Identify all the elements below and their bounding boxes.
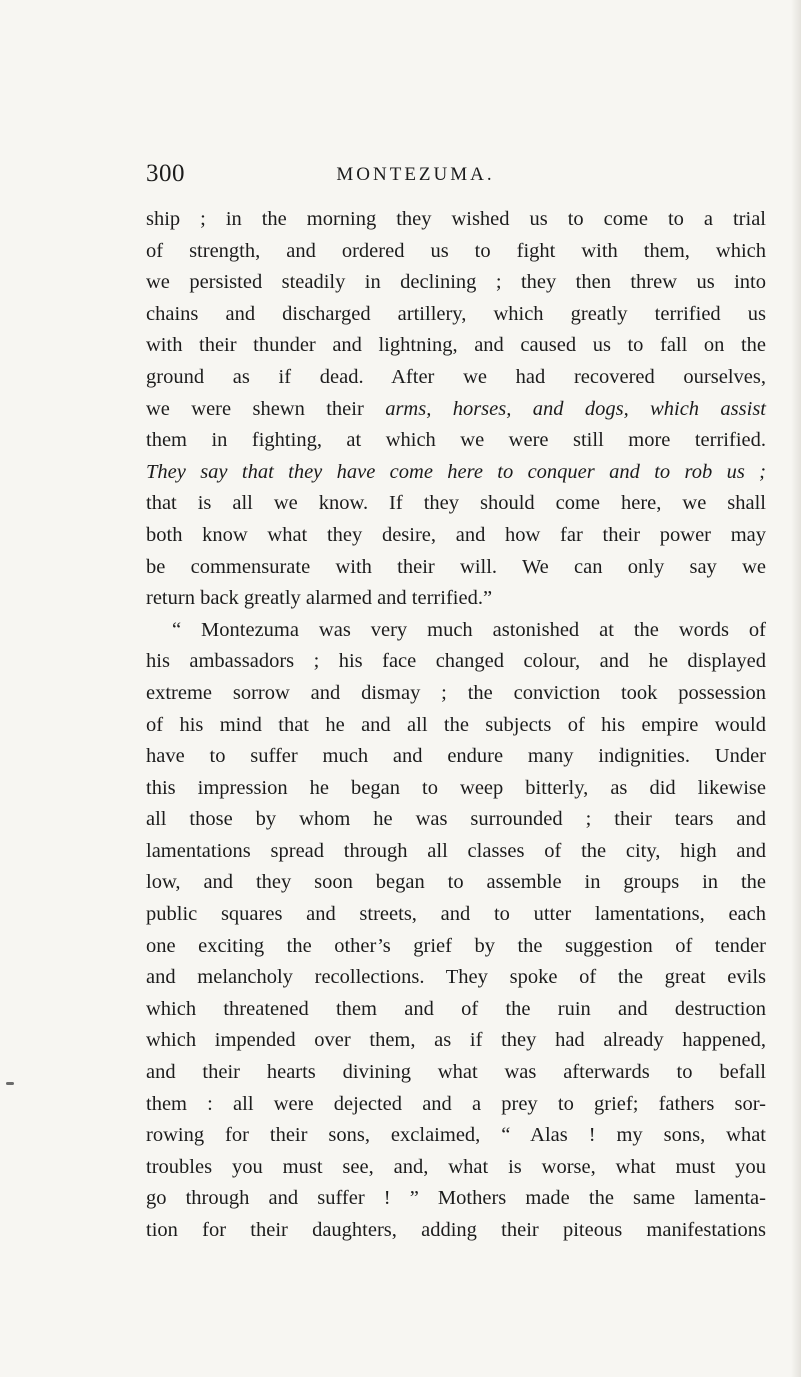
text-line xyxy=(146,204,766,236)
italic-text: They say that they have come here to conquer and to rob us ; xyxy=(146,460,766,483)
text-line xyxy=(146,962,766,994)
margin-mark xyxy=(6,1082,14,1085)
text-line xyxy=(146,1152,766,1184)
italic-text: arms, horses, and dogs, which assist xyxy=(385,397,766,420)
text-line xyxy=(146,520,766,552)
text-segment: that is all we know. If they should come here, we shall xyxy=(146,492,766,515)
text-line xyxy=(146,330,766,362)
text-segment: ship ; in the morning they wished us to come to a trial xyxy=(146,208,766,230)
text-segment: return back greatly alarmed and terrified.” xyxy=(146,587,493,610)
text-segment: all those by whom he was surrounded ; their tears and xyxy=(146,808,766,831)
text-line xyxy=(146,1215,766,1247)
text-segment: of his mind that he and all the subjects of his empire would xyxy=(146,713,766,736)
text-line xyxy=(146,236,766,268)
text-segment: and their hearts divining what was afterwards to befall xyxy=(146,1061,766,1084)
text-line xyxy=(146,1120,766,1152)
text-segment: rowing for their sons, exclaimed, “ Alas ! my sons, what xyxy=(146,1124,766,1147)
text-line xyxy=(146,1183,766,1215)
text-segment: them in fighting, at which we were still more terrified. xyxy=(146,429,766,452)
text-segment: chains and discharged artillery, which greatly terrified us xyxy=(146,302,766,325)
text-segment: tion for their daughters, adding their piteous manifestations xyxy=(146,1219,766,1241)
text-line xyxy=(146,362,766,394)
text-line xyxy=(146,773,766,805)
page-edge-shadow xyxy=(791,0,801,1377)
text-line xyxy=(146,867,766,899)
text-line xyxy=(146,741,766,773)
text-segment: one exciting the other’s grief by the suggestion of tender xyxy=(146,934,766,957)
text-segment: go through and suffer ! ” Mothers made the same lamenta- xyxy=(146,1187,766,1210)
text-segment: both know what they desire, and how far their power may xyxy=(146,523,766,546)
text-line xyxy=(146,615,766,647)
text-segment: lamentations spread through all classes of the city, high and xyxy=(146,839,766,862)
text-line xyxy=(146,678,766,710)
text-line xyxy=(146,425,766,457)
text-segment: have to suffer much and endure many indignities. Under xyxy=(146,745,766,768)
text-segment: his ambassadors ; his face changed colour, and he displayed xyxy=(146,650,766,673)
text-line xyxy=(146,646,766,678)
text-segment: troubles you must see, and, what is worse, what must you xyxy=(146,1155,766,1178)
text-line xyxy=(146,583,766,615)
text-line xyxy=(146,994,766,1026)
text-segment: of strength, and ordered us to fight with them, which xyxy=(146,239,766,262)
text-line xyxy=(146,710,766,742)
text-segment: ground as if dead. After we had recovered ourselves, xyxy=(146,365,766,388)
text-line xyxy=(146,804,766,836)
text-line xyxy=(146,267,766,299)
text-segment: them : all were dejected and a prey to grief; fathers sor- xyxy=(146,1092,766,1115)
text-segment: low, and they soon began to assemble in groups in the xyxy=(146,871,766,894)
text-line xyxy=(146,299,766,331)
text-line xyxy=(146,394,766,426)
text-line xyxy=(146,836,766,868)
text-segment: this impression he began to weep bitterly, as did likewise xyxy=(146,776,766,799)
text-segment: which impended over them, as if they had already happened, xyxy=(146,1029,766,1052)
text-line xyxy=(146,488,766,520)
text-segment: extreme sorrow and dismay ; the conviction took possession xyxy=(146,681,766,704)
text-segment: public squares and streets, and to utter lamentations, each xyxy=(146,903,766,926)
text-line xyxy=(146,931,766,963)
text-segment: and melancholy recollections. They spoke of the great evils xyxy=(146,966,766,989)
text-segment: we persisted steadily in declining ; they then threw us into xyxy=(146,271,766,294)
text-line xyxy=(146,457,766,489)
text-segment: with their thunder and lightning, and caused us to fall on the xyxy=(146,334,766,357)
running-head: MONTEZUMA. xyxy=(336,164,495,185)
text-line xyxy=(146,1057,766,1089)
text-segment: we were shewn their xyxy=(146,397,386,420)
body-text xyxy=(146,204,766,1247)
text-segment: which threatened them and of the ruin and destruction xyxy=(146,997,766,1020)
text-line xyxy=(146,1025,766,1057)
text-line xyxy=(146,899,766,931)
text-segment: “ Montezuma was very much astonished at the words of xyxy=(172,618,766,641)
text-segment: be commensurate with their will. We can only say we xyxy=(146,555,766,578)
page-number: 300 xyxy=(146,160,185,187)
text-line xyxy=(146,1089,766,1121)
text-line xyxy=(146,552,766,584)
